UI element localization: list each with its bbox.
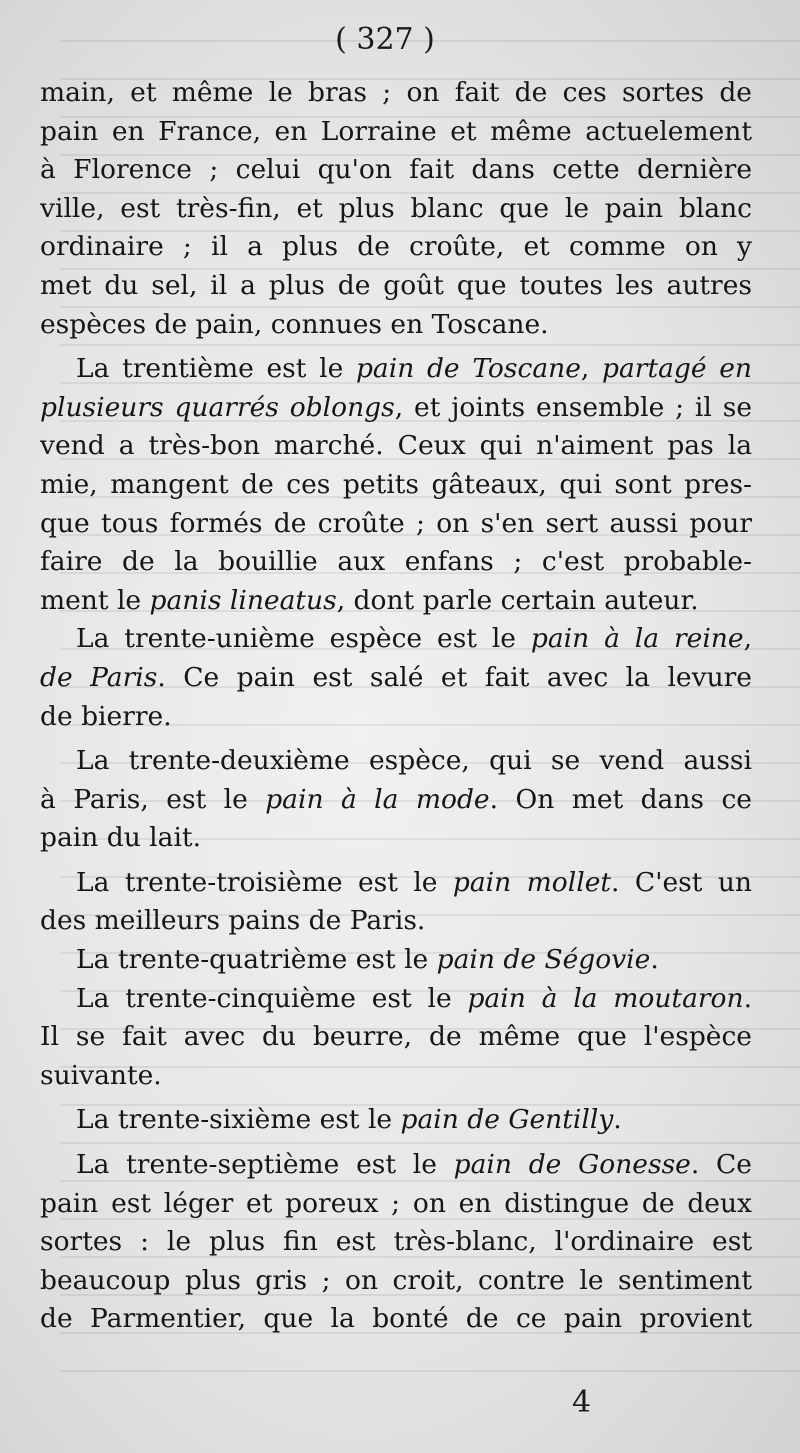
text-line [40, 980, 752, 1019]
text-run: La trente-sixième est le [76, 1104, 401, 1136]
text-run: , [580, 353, 603, 385]
text-run: , [743, 623, 752, 655]
text-run: La trente-quatrième est le [76, 944, 437, 976]
italic-term: pain à la mode [265, 783, 490, 815]
text-line [40, 1146, 752, 1185]
text-line: beaucoup plus gris ; on croit, contre le sentiment [40, 1264, 752, 1296]
text-line: à Florence ; celui qu'on fait dans cette dernière [40, 154, 752, 186]
italic-term: pain mollet [452, 866, 612, 898]
text-run: , et joints ensemble ; il se [394, 391, 753, 423]
italic-term: pain de Gentilly [400, 1104, 614, 1136]
italic-term: de Paris [40, 661, 158, 693]
text-line: suivante. [40, 1059, 162, 1091]
text-line: que tous formés de croûte ; on s'en sert aussi pour [40, 507, 752, 539]
italic-term: pain de Toscane [355, 353, 581, 385]
text-line: main, et même le bras ; on fait de ces sortes de [40, 77, 752, 108]
text-line: Il se fait avec du beurre, de même que l'espèce [40, 1021, 752, 1053]
text-line: de bierre. [40, 700, 172, 732]
text-run: . [650, 944, 659, 976]
italic-term: pain de Ségovie [436, 944, 651, 976]
text-line [40, 389, 752, 428]
text-run: à Paris, est le [40, 783, 266, 815]
text-line: pain du lait. [40, 822, 202, 854]
text-line [40, 781, 752, 820]
text-run: ment le [40, 584, 150, 616]
text-line: met du sel, il a plus de goût que toutes les autres [40, 269, 752, 301]
italic-term: pain de Gonesse [453, 1149, 691, 1181]
text-line: de Parmentier, que la bonté de ce pain provient [40, 1303, 752, 1335]
text-run: . [743, 982, 753, 1014]
text-run: . C'est un [611, 866, 752, 898]
italic-term: pain à la moutaron [467, 982, 744, 1014]
text-line [40, 1101, 752, 1140]
text-line: vend a très-bon marché. Ceux qui n'aiment pas la [40, 430, 752, 462]
italic-term: panis lineatus [149, 584, 337, 616]
text-line: ville, est très-fin, et plus blanc que le pain blanc [40, 192, 752, 224]
italic-term: pain à la reine [530, 623, 744, 655]
text-run: La trente-unième espèce est le [76, 623, 531, 655]
text-run: La trente-troisième est le [76, 866, 453, 898]
page-number: ( 327 ) [335, 22, 435, 57]
text-run: . [613, 1104, 622, 1136]
text-line: pain est léger et poreux ; on en distingue de deux [40, 1187, 752, 1219]
text-line: espèces de pain, connues en Toscane. [40, 308, 549, 340]
text-line: faire de la bouillie aux enfans ; c'est probable- [40, 546, 752, 578]
text-line: mie, mangent de ces petits gâteaux, qui sont pres- [40, 468, 752, 500]
text-line [40, 620, 752, 659]
text-run: La trente-cinquième est le [76, 982, 468, 1014]
text-line [40, 864, 752, 903]
text-line [40, 350, 752, 389]
text-line [40, 941, 752, 980]
text-line: pain en France, en Lorraine et même actuelement [40, 115, 752, 147]
text-run: , dont parle certain auteur. [336, 584, 699, 616]
text-line: ordinaire ; il a plus de croûte, et comme on y [40, 231, 752, 263]
italic-term: partagé en [602, 353, 752, 385]
text-run: . On met dans ce [489, 783, 752, 815]
text-line: sortes : le plus fin est très-blanc, l'ordinaire est [40, 1226, 752, 1258]
italic-term: plusieurs quarrés oblongs [40, 391, 395, 423]
text-run: . Ce pain est salé et fait avec la levure [157, 661, 752, 693]
text-line [40, 659, 752, 698]
text-run: La trentième est le [76, 353, 356, 385]
text-run: . Ce [690, 1149, 752, 1181]
signature-mark: 4 [572, 1385, 592, 1420]
body-text [40, 74, 752, 1339]
text-line [40, 582, 752, 621]
text-run: La trente-septième est le [76, 1149, 454, 1181]
text-line: La trente-deuxième espèce, qui se vend aussi [76, 745, 752, 777]
text-line: des meilleurs pains de Paris. [40, 905, 426, 937]
